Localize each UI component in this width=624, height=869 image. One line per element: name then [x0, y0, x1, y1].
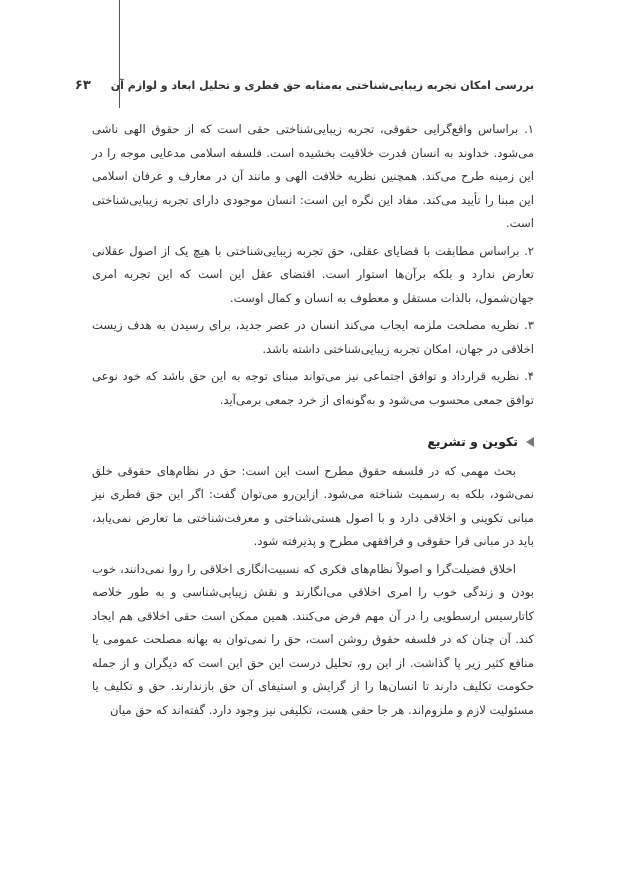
- running-header: [74, 74, 534, 96]
- triangle-marker-icon: [526, 437, 534, 447]
- page-number: ۶۳: [74, 77, 91, 93]
- page-body: [92, 118, 534, 726]
- list-item-4: ۴. نظریه قرارداد و توافق اجتماعی نیز می‌تواند مبنای توجه به این حق باشد که خود نوعی توافق جمعی محسوب می‌شود و به‌گونه‌ای از خرد جمعی برمی‌آید.: [92, 369, 534, 407]
- list-item-1: ۱. براساس واقع‌گرایی حقوقی، تجربه زیبایی‌شناختی حقی است که از حقوق الهی ناشی می‌شود. خداوند به انسان قدرت خلاقیت بخشیده است. فلسفه اسلامی مدعایی موجه را در این زمینه طرح می‌کند. همچنین نظریه خلافت الهی و مانند آن در معارف و عرفان اسلامی این مبنا را تأیید می‌کند. مفاد این نگره این است: انسان موجودی دارای تجربه زیبایی‌شناختی است.: [92, 122, 534, 230]
- header-title: بررسی امکان تجربه زیبایی‌شناختی به‌مثابه حق فطری و تحلیل ابعاد و لوازم آن: [110, 78, 534, 92]
- paragraph-1: بحث مهمی که در فلسفه حقوق مطرح است این است: حق در نظام‌های حقوقی خلق نمی‌شود، بلکه به رسمیت شناخته می‌شود. ازاین‌رو می‌توان گفت: اگر این حق فطری نیز مبانی تکوینی و اخلاقی دارد و با اصول هستی‌شناختی و معرفت‌شناختی ما تعارض نمی‌یابد، باید در مبانی فرا حقوقی و فرافقهی مطرح و پذیرفته شود.: [92, 463, 534, 548]
- list-item-2: ۲. براساس مطابقت با قضایای عقلی، حق تجربه زیبایی‌شناختی با هیچ یک از اصول عقلانی تعارض ندارد و بلکه برآن‌ها استوار است. اقتضای عقل این است که این تجربه امری جهان‌شمول، بالذات مستقل و معطوف به انسان و کمال اوست.: [92, 243, 534, 305]
- section-heading: [92, 430, 534, 454]
- list-item-3: ۳. نظریه مصلحت ملزمه ایجاب می‌کند انسان در عصر جدید، برای رسیدن به هدف زیست اخلاقی در جهان، امکان تجربه زیبایی‌شناختی داشته باشد.: [92, 318, 534, 356]
- section-heading-text: تکوین و تشریع: [427, 434, 518, 449]
- paragraph-2: اخلاق فضیلت‌گرا و اصولاً نظام‌های فکری که نسبیت‌انگاری اخلاقی را روا نمی‌دانند، خوب بودن و زندگی خوب را امری اخلاقی می‌انگارند و نقش زیبایی‌شناسی و به طور خلاصه کاتارسیس ارسطویی را در آن مهم فرض می‌کنند. همین ممکن است حقی اخلاقی هم ایجاد کند. آن چنان که در فلسفه حقوق روشن است، حق را نمی‌توان به بهانه مصلحت عمومی یا منافع کثیر زیر پا گذاشت. از این رو، تحلیل درست این حق این است که دیگران و از جمله حکومت تکلیف دارند تا انسان‌ها را از گرایش و استیفای آن حق بازندارند. حق و تکلیف یا مسئولیت لازم و ملزوم‌اند. هر جا حقی هست، تکلیفی نیز وجود دارد. گفته‌اند که حق میان: [92, 561, 534, 717]
